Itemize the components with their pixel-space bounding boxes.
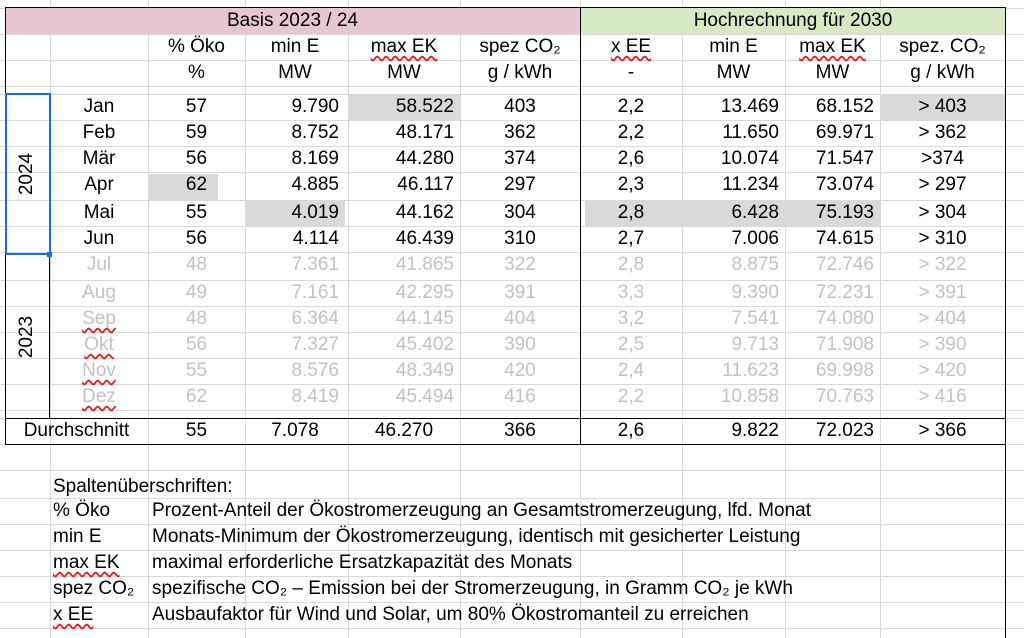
row-6-spez-co2-2030: > 310 (918, 228, 967, 249)
row-6-x-ee: 2,7 (617, 228, 645, 249)
row-8-min-e-2030: 9.390 (731, 282, 779, 303)
legend-description: Prozent-Anteil der Ökostromerzeugung an Gesamtstromerzeugung, lfd. Monat (152, 500, 811, 521)
row-8-oeko: 49 (185, 282, 208, 303)
row-12-month: Dez (82, 386, 116, 407)
row-9-spez-co2-2030: > 404 (918, 308, 967, 329)
column-unit: MW (716, 62, 751, 83)
column-header: min E (270, 36, 320, 57)
row-11-max-ek: 48.349 (395, 360, 454, 381)
row-6-min-e-2030: 7.006 (731, 228, 779, 249)
row-2-max-ek-2030: 69.971 (815, 122, 874, 143)
row-5-spez-co2: 304 (504, 202, 536, 223)
column-unit: MW (278, 62, 312, 83)
row-4-x-ee: 2,3 (617, 174, 645, 195)
row-11-min-e: 8.576 (291, 360, 339, 381)
row-4-month: Apr (84, 174, 114, 195)
legend-key: spez CO₂ (53, 578, 135, 599)
column-header: max EK (370, 36, 438, 57)
row-12-min-e: 8.419 (291, 386, 339, 407)
average-spez-co2-2030: > 366 (918, 420, 967, 441)
row-2-min-e: 8.752 (291, 122, 339, 143)
row-7-spez-co2: 322 (504, 254, 536, 275)
column-header: spez. CO₂ (899, 36, 986, 57)
row-10-min-e-2030: 9.713 (731, 334, 779, 355)
row-9-max-ek-2030: 74.080 (815, 308, 874, 329)
row-2-oeko: 59 (185, 122, 208, 143)
border-right (1005, 7, 1006, 638)
average-max-ek-2030: 72.023 (815, 420, 874, 441)
basis-title: Basis 2023 / 24 (227, 10, 358, 31)
column-header: % Öko (167, 36, 226, 57)
row-2-max-ek: 48.171 (395, 122, 454, 143)
row-12-spez-co2-2030: > 416 (918, 386, 967, 407)
selection-fill-handle[interactable] (47, 252, 52, 257)
row-2-spez-co2: 362 (504, 122, 536, 143)
row-9-oeko: 48 (185, 308, 208, 329)
row-3-oeko: 56 (185, 148, 208, 169)
row-4-max-ek-2030: 73.074 (815, 174, 874, 195)
row-1-spez-co2-2030: > 403 (918, 96, 967, 117)
border-avg-bottom (5, 444, 1006, 445)
row-6-oeko: 56 (185, 228, 208, 249)
row-1-min-e: 9.790 (291, 96, 339, 117)
row-7-min-e: 7.361 (291, 254, 339, 275)
row-4-max-ek: 46.117 (397, 174, 454, 195)
year-label-2023: 2023 (16, 315, 37, 359)
row-5-x-ee: 2,8 (617, 202, 645, 223)
row-5-month: Mai (83, 202, 115, 223)
grid-row-line (0, 410, 1024, 411)
row-2-min-e-2030: 11.650 (722, 122, 779, 143)
row-11-month: Nov (82, 360, 116, 381)
legend-key: x EE (53, 604, 94, 625)
row-11-min-e-2030: 11.623 (722, 360, 779, 381)
legend-description: spezifische CO₂ – Emission bei der Stromerzeugung, in Gramm CO₂ je kWh (152, 578, 793, 599)
row-3-spez-co2-2030: >374 (921, 148, 964, 169)
row-5-oeko: 55 (185, 202, 208, 223)
row-5-min-e: 4.019 (291, 202, 339, 223)
row-5-spez-co2-2030: > 304 (918, 202, 967, 223)
legend-description: maximal erforderliche Ersatzkapazität des Monats (152, 552, 573, 573)
row-8-max-ek-2030: 72.231 (815, 282, 874, 303)
row-1-max-ek: 58.522 (395, 96, 454, 117)
row-8-max-ek: 42.295 (395, 282, 454, 303)
column-unit: % (188, 62, 205, 83)
row-9-spez-co2: 404 (504, 308, 536, 329)
average-spez-co2: 366 (504, 420, 536, 441)
row-6-min-e: 4.114 (292, 228, 339, 249)
column-header: max EK (799, 36, 866, 57)
average-min-e-2030: 9.822 (731, 420, 779, 441)
average-oeko: 55 (185, 420, 208, 441)
column-header: spez CO₂ (479, 36, 561, 57)
row-1-oeko: 57 (185, 96, 208, 117)
row-9-x-ee: 3,2 (617, 308, 645, 329)
row-9-max-ek: 44.145 (395, 308, 454, 329)
border-divider (580, 7, 581, 444)
row-10-max-ek-2030: 71.908 (815, 334, 874, 355)
row-4-min-e: 4.885 (291, 174, 339, 195)
row-5-max-ek-2030: 75.193 (815, 202, 874, 223)
row-11-max-ek-2030: 69.998 (815, 360, 874, 381)
row-6-spez-co2: 310 (504, 228, 536, 249)
row-10-month: Okt (84, 334, 114, 355)
hoch-title: Hochrechnung für 2030 (693, 10, 893, 31)
row-4-spez-co2-2030: > 297 (918, 174, 967, 195)
row-7-spez-co2-2030: > 322 (918, 254, 967, 275)
row-3-min-e: 8.169 (291, 148, 339, 169)
legend-key: % Öko (53, 500, 111, 521)
row-7-month: Jul (86, 254, 112, 275)
grid-row-line (0, 628, 1024, 629)
row-12-spez-co2: 416 (504, 386, 536, 407)
row-7-oeko: 48 (185, 254, 208, 275)
column-unit: MW (387, 62, 421, 83)
row-10-x-ee: 2,5 (617, 334, 645, 355)
average-min-e: 7.078 (271, 420, 319, 441)
legend-description: Ausbaufaktor für Wind und Solar, um 80% Ökostromanteil zu erreichen (152, 604, 749, 625)
row-3-max-ek: 44.280 (395, 148, 454, 169)
row-10-oeko: 56 (185, 334, 208, 355)
average-label: Durchschnitt (23, 420, 130, 441)
legend-title: Spaltenüberschriften: (53, 476, 233, 497)
legend-key: min E (53, 526, 102, 547)
row-4-spez-co2: 297 (504, 174, 536, 195)
average-x-ee: 2,6 (617, 420, 645, 441)
grid-row-line (0, 86, 1024, 87)
row-8-min-e: 7.161 (291, 282, 339, 303)
row-10-spez-co2-2030: > 390 (918, 334, 967, 355)
border-top (5, 7, 1006, 8)
column-unit: - (627, 62, 635, 83)
row-5-max-ek: 44.162 (395, 202, 454, 223)
row-3-max-ek-2030: 71.547 (815, 148, 874, 169)
row-11-spez-co2: 420 (504, 360, 536, 381)
row-4-oeko: 62 (185, 174, 208, 195)
row-1-min-e-2030: 13.469 (720, 96, 779, 117)
row-3-spez-co2: 374 (504, 148, 536, 169)
row-8-month: Aug (82, 282, 116, 303)
column-header: min E (709, 36, 758, 57)
row-6-max-ek: 46.439 (395, 228, 454, 249)
row-12-oeko: 62 (185, 386, 208, 407)
row-3-month: Mär (82, 148, 116, 169)
row-6-max-ek-2030: 74.615 (815, 228, 874, 249)
row-2-x-ee: 2,2 (617, 122, 645, 143)
row-12-x-ee: 2,2 (617, 386, 645, 407)
row-11-oeko: 55 (185, 360, 208, 381)
row-10-spez-co2: 390 (504, 334, 536, 355)
column-unit: g / kWh (910, 62, 975, 83)
row-1-x-ee: 2,2 (617, 96, 645, 117)
legend-description: Monats-Minimum der Ökostromerzeugung, identisch mit gesicherter Leistung (152, 526, 801, 547)
row-1-month: Jan (83, 96, 115, 117)
row-11-x-ee: 2,4 (617, 360, 645, 381)
row-11-spez-co2-2030: > 420 (918, 360, 967, 381)
row-10-max-ek: 45.402 (395, 334, 454, 355)
row-8-x-ee: 3,3 (617, 282, 645, 303)
row-8-spez-co2: 391 (504, 282, 536, 303)
row-1-max-ek-2030: 68.152 (815, 96, 874, 117)
row-12-max-ek-2030: 70.763 (815, 386, 874, 407)
row-12-min-e-2030: 10.858 (720, 386, 779, 407)
row-7-max-ek-2030: 72.746 (815, 254, 874, 275)
row-5-min-e-2030: 6.428 (731, 202, 779, 223)
row-12-max-ek: 45.494 (395, 386, 454, 407)
row-7-x-ee: 2,8 (617, 254, 645, 275)
column-header: x EE (610, 36, 652, 57)
row-3-min-e-2030: 10.074 (720, 148, 779, 169)
row-9-min-e: 6.364 (291, 308, 339, 329)
column-unit: g / kWh (487, 62, 553, 83)
row-4-min-e-2030: 11.234 (722, 174, 779, 195)
year-label-2024: 2024 (16, 152, 37, 196)
grid-row-line (0, 470, 1024, 471)
row-7-max-ek: 41.865 (395, 254, 454, 275)
column-unit: MW (815, 62, 850, 83)
legend-key: max EK (53, 552, 120, 573)
row-6-month: Jun (83, 228, 115, 249)
row-7-min-e-2030: 8.875 (731, 254, 779, 275)
border-avg-top (5, 418, 1006, 419)
row-9-min-e-2030: 7.541 (731, 308, 779, 329)
row-3-x-ee: 2,6 (617, 148, 645, 169)
row-2-spez-co2-2030: > 362 (918, 122, 967, 143)
row-1-spez-co2: 403 (504, 96, 536, 117)
row-9-month: Sep (82, 308, 116, 329)
row-10-min-e: 7.327 (291, 334, 339, 355)
row-2-month: Feb (82, 122, 116, 143)
average-max-ek: 46.270 (374, 420, 434, 441)
row-8-spez-co2-2030: > 391 (918, 282, 967, 303)
